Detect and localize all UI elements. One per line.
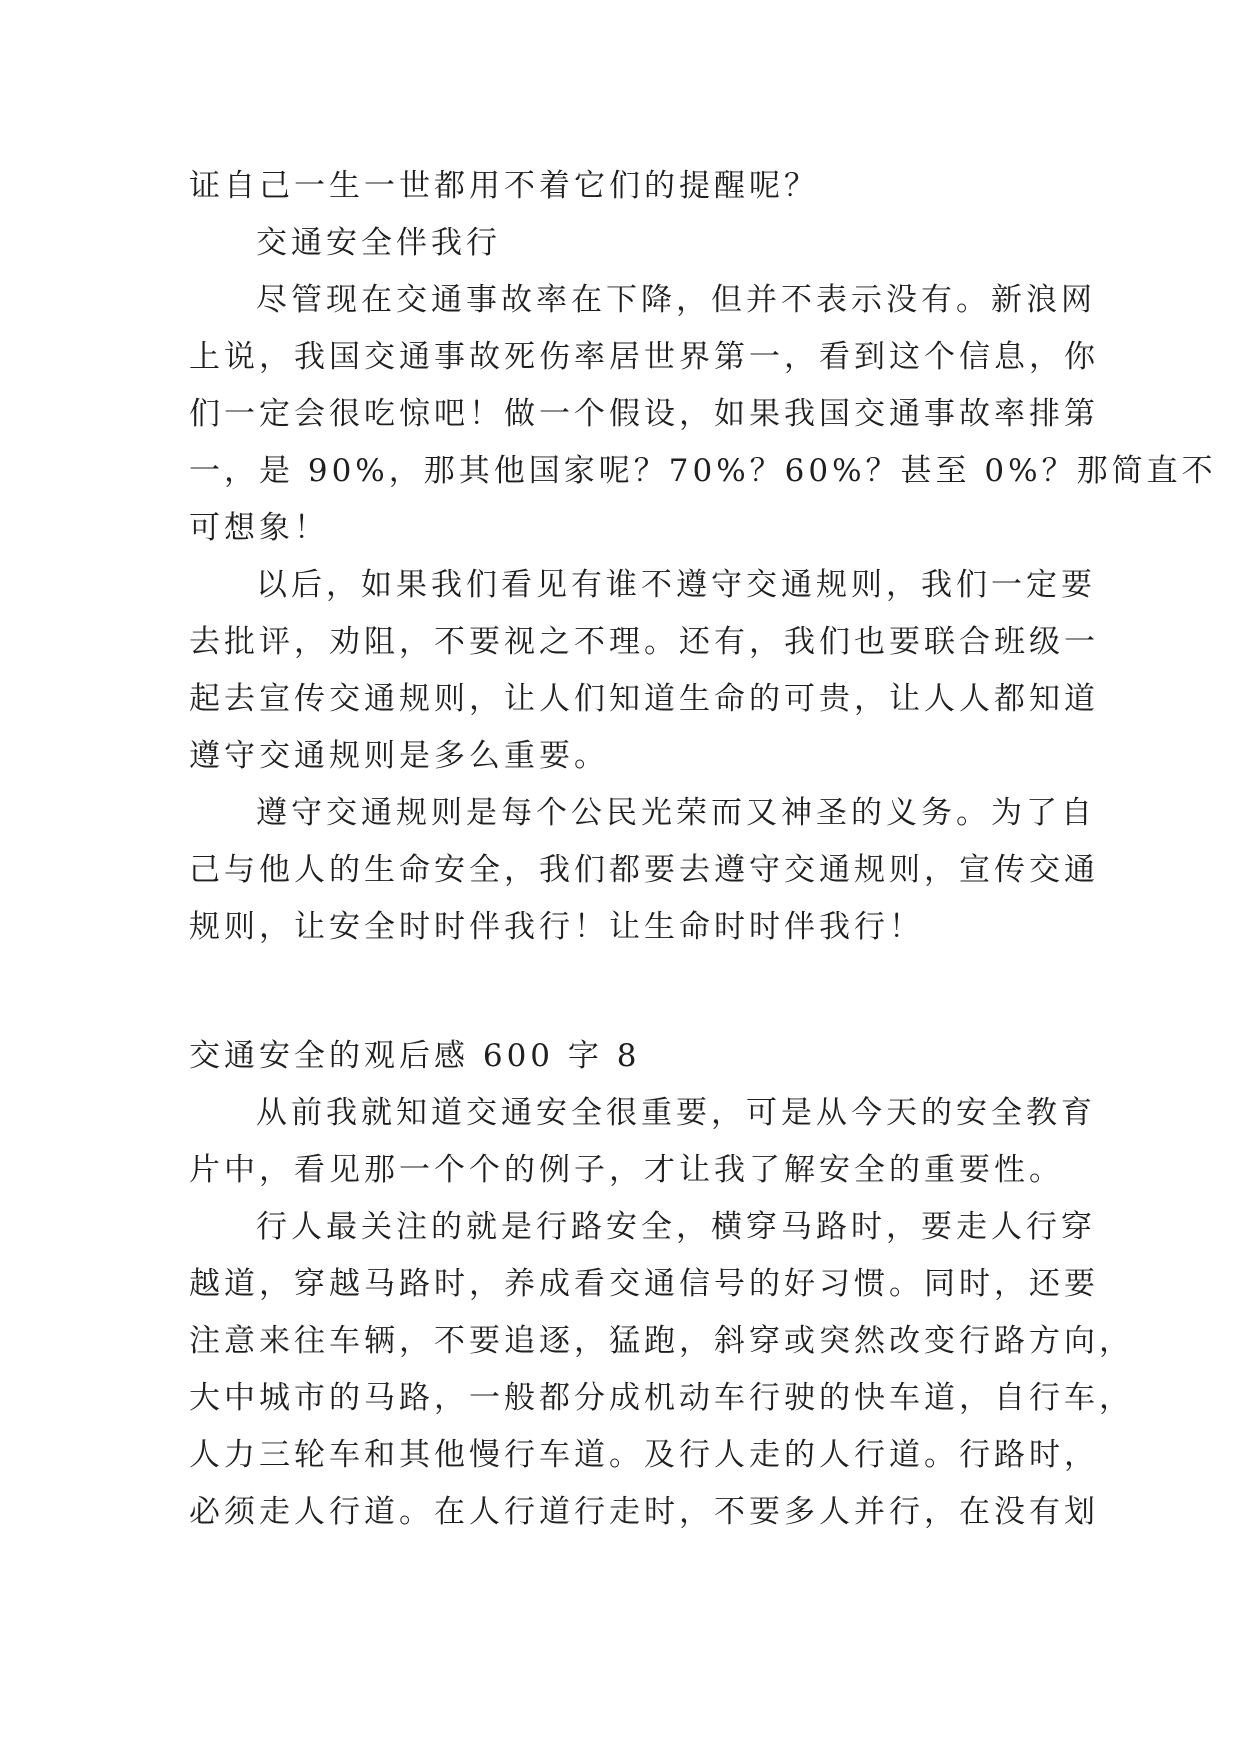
text-line: 们一定会很吃惊吧！做一个假设，如果我国交通事故率排第 <box>189 396 1099 432</box>
text-line: 人力三轮车和其他慢行车道。及行人走的人行道。行路时， <box>189 1437 1099 1473</box>
text-line: 规则，让安全时时伴我行！让生命时时伴我行！ <box>189 909 924 945</box>
section-heading: 交通安全的观后感 600 字 8 <box>189 1038 641 1074</box>
text-line: 尽管现在交通事故率在下降，但并不表示没有。新浪网 <box>256 282 1096 318</box>
text-line: 注意来往车辆，不要追逐，猛跑，斜穿或突然改变行路方向， <box>189 1323 1134 1359</box>
text-line: 以后，如果我们看见有谁不遵守交通规则，我们一定要 <box>256 567 1096 603</box>
text-line: 起去宣传交通规则，让人们知道生命的可贵，让人人都知道 <box>189 681 1099 717</box>
text-line: 可想象！ <box>189 510 329 546</box>
text-line: 遵守交通规则是每个公民光荣而又神圣的义务。为了自 <box>256 795 1096 831</box>
text-line: 行人最关注的就是行路安全，横穿马路时，要走人行穿 <box>256 1209 1096 1245</box>
text-line: 己与他人的生命安全，我们都要去遵守交通规则，宣传交通 <box>189 852 1099 888</box>
text-line: 必须走人行道。在人行道行走时，不要多人并行，在没有划 <box>189 1494 1099 1530</box>
text-line: 从前我就知道交通安全很重要，可是从今天的安全教育 <box>256 1095 1096 1131</box>
text-line: 上说，我国交通事故死伤率居世界第一，看到这个信息，你 <box>189 339 1099 375</box>
text-line: 证自己一生一世都用不着它们的提醒呢？ <box>189 168 819 204</box>
text-line: 片中，看见那一个个的例子，才让我了解安全的重要性。 <box>189 1152 1064 1188</box>
text-line: 遵守交通规则是多么重要。 <box>189 738 609 774</box>
text-line: 去批评，劝阻，不要视之不理。还有，我们也要联合班级一 <box>189 624 1099 660</box>
text-line: 越道，穿越马路时，养成看交通信号的好习惯。同时，还要 <box>189 1266 1099 1302</box>
text-line: 大中城市的马路，一般都分成机动车行驶的快车道，自行车， <box>189 1380 1134 1416</box>
text-line: 一，是 90%，那其他国家呢？70%？60%？甚至 0%？那简直不 <box>189 453 1217 489</box>
section-title: 交通安全伴我行 <box>256 225 501 261</box>
